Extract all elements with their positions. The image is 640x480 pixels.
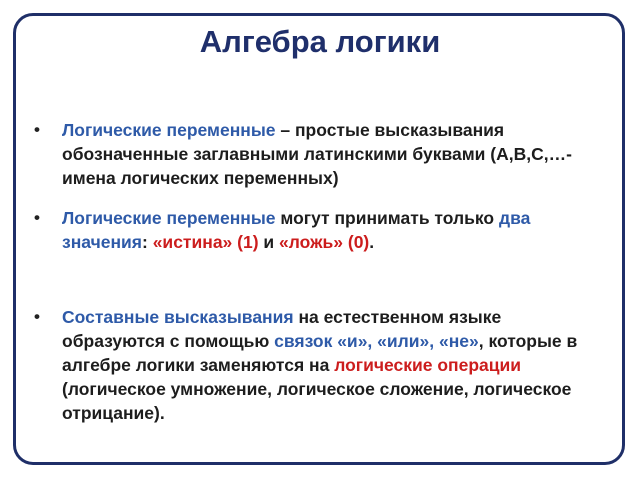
- value-highlight: «ложь» (0): [279, 232, 370, 252]
- bullet-icon: •: [34, 120, 40, 139]
- bullet-text: [62, 206, 608, 254]
- plain-text: и: [258, 232, 280, 252]
- plain-text: , которые в алгебре логики заменяются на: [62, 331, 578, 375]
- bullet-icon: •: [34, 307, 40, 326]
- plain-text: на естественном языке образуются с помощью: [62, 307, 502, 351]
- plain-text: могут принимать только: [275, 208, 499, 228]
- bullet-item-2: [34, 206, 608, 254]
- term-highlight: Составные высказывания: [62, 307, 294, 327]
- slide-title: Алгебра логики: [199, 24, 441, 59]
- plain-text: .: [369, 232, 375, 252]
- bullet-text: [62, 305, 608, 425]
- value-highlight: логические операции: [334, 355, 522, 375]
- term-highlight: связок «и», «или», «не»: [274, 331, 479, 351]
- bullet-icon: •: [34, 208, 40, 227]
- value-highlight: «истина» (1): [152, 232, 259, 252]
- bullet-item-3: [34, 305, 608, 425]
- bullet-text: [62, 118, 608, 190]
- term-highlight: Логические переменные: [62, 208, 276, 228]
- term-highlight: два значения: [62, 208, 531, 252]
- term-highlight: Логические переменные: [62, 120, 276, 140]
- bullet-item-1: [34, 118, 608, 190]
- plain-text: (логическое умножение, логическое сложение, логическое отрицание).: [62, 379, 572, 423]
- plain-text: :: [142, 232, 153, 252]
- plain-text: – простые высказывания обозначенные заглавными латинскими буквами (А,В,С,…- имена логических переменных): [62, 120, 572, 188]
